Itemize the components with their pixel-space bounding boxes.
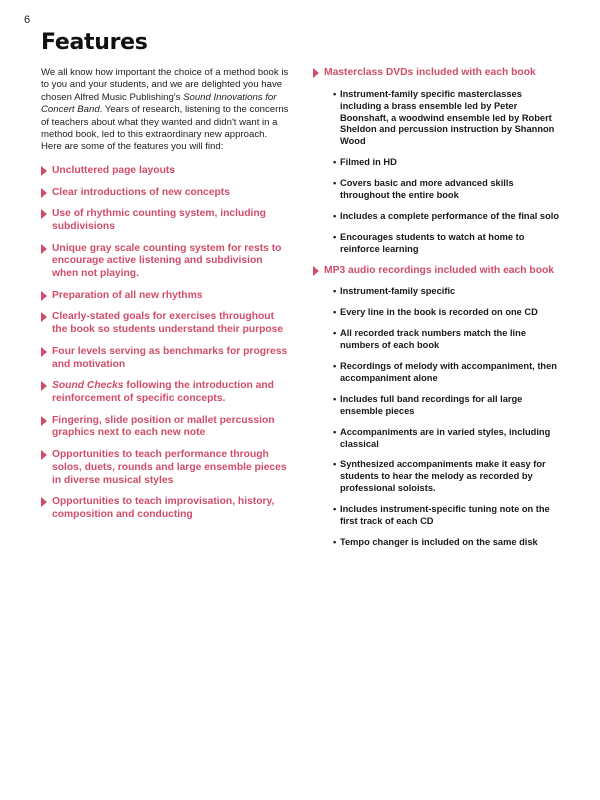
mp3-bullet-item [333,459,563,495]
triangle-bullet-icon [41,497,47,507]
triangle-bullet-icon [41,450,47,460]
feature-item [41,187,289,200]
feature-text: Opportunities to teach performance through solos, duets, rounds and large ensemble pieces in diverse musical styles [52,449,287,486]
bullet-dot-icon: • [333,231,337,242]
feature-text: Clear introductions of new concepts [52,186,230,198]
feature-item [41,346,289,371]
page-title: Features [41,30,148,55]
triangle-bullet-icon [41,381,47,391]
feature-text: Use of rhythmic counting system, including subdivisions [52,208,266,232]
mp3-bullet-item [333,427,563,451]
mp3-bullet-item [333,307,563,319]
feature-item [41,311,289,336]
triangle-bullet-icon [41,416,47,426]
feature-text: Clearly-stated goals for exercises throughout the book so students understand their purpose [52,311,284,336]
triangle-bullet-icon [41,188,47,198]
feature-item [41,415,289,440]
bullet-dot-icon: • [333,393,337,404]
triangle-bullet-icon [41,244,47,254]
mp3-bullet-item [333,394,563,418]
mp3-section [313,265,563,549]
triangle-bullet-icon [41,166,47,176]
intro-text-start: We all know how important the choice of a method book is to you and your students, and we are delighted you have chosen Alfred Music Publishing's [41,67,289,103]
bullet-dot-icon: • [333,328,337,339]
bullet-text: Instrument-family specific [340,286,456,297]
bullet-text: Includes a complete performance of the final solo [340,210,560,221]
bullet-dot-icon: • [333,504,337,515]
feature-text: Unique gray scale counting system for rests to encourage active listening and subdivision when not playing. [52,242,282,280]
dvd-section [313,67,563,256]
feature-text: Preparation of all new rhythms [52,289,203,301]
feature-item [41,165,289,178]
feature-text: Fingering, slide position or mallet percussion graphics next to each new note [52,414,275,439]
bullet-dot-icon: • [333,88,337,99]
bullet-dot-icon: • [333,361,337,371]
right-column [313,67,563,558]
bullet-text: Synthesized accompaniments make it easy for students to hear the melody as recorded by professional soloists. [340,459,546,494]
bullet-dot-icon: • [333,536,337,547]
dvd-bullet-list [313,89,563,256]
page-number: 6 [24,14,31,26]
intro-text-end: . Years of research, listening to the concerns of teachers about what they wanted and didn't want in a method book, led to this extraordinary new approach. Here are some of the features you will find: [41,104,289,153]
dvd-bullet-item [333,211,563,223]
dvd-bullet-item [333,157,563,169]
feature-text: Opportunities to teach improvisation, history, composition and conducting [52,496,275,520]
mp3-bullet-item [333,361,563,385]
dvd-bullet-item [333,232,563,256]
bullet-text: Accompaniments are in varied styles, including classical [340,426,551,449]
triangle-bullet-icon [41,209,47,219]
bullet-dot-icon: • [333,286,337,297]
bullet-text: Encourages students to watch at home to reinforce learning [340,231,525,254]
feature-item [41,290,289,303]
mp3-bullet-item [333,328,563,352]
mp3-bullet-list [313,286,563,549]
feature-text: following the introduction and reinforcement of specific concepts. [52,380,274,404]
bullet-text: Every line in the book is recorded on one CD [340,307,538,318]
dvd-bullet-item [333,89,563,149]
triangle-bullet-icon [313,266,319,276]
bullet-text: Filmed in HD [340,157,397,168]
feature-item [41,208,289,233]
bullet-dot-icon: • [333,157,337,168]
bullet-dot-icon: • [333,459,337,470]
feature-item [41,380,289,405]
bullet-text: Instrument-family specific masterclasses including a brass ensemble led by Peter Boonshaft, a woodwind ensemble led by Robert Sheldon and percussion instruction by Shannon Wood [340,88,555,147]
mp3-heading-text: MP3 audio recordings included with each book [324,264,554,276]
bullet-dot-icon: • [333,307,337,318]
bullet-text: Includes instrument-specific tuning note on the first track of each CD [340,504,550,527]
triangle-bullet-icon [41,291,47,301]
book-title-emphasis: Sound Innovations for Concert Band [41,91,277,116]
triangle-bullet-icon [313,68,319,78]
mp3-bullet-item [333,504,563,528]
feature-text: Four levels serving as benchmarks for progress and motivation [52,345,288,370]
dvd-heading-text: Masterclass DVDs included with each book [324,67,536,78]
sound-checks-emphasis: Sound Checks [52,380,124,392]
bullet-dot-icon: • [333,426,337,437]
dvd-section-heading [313,67,563,80]
bullet-text: Covers basic and more advanced skills throughout the entire book [340,178,514,201]
mp3-bullet-item [333,537,563,549]
feature-text: Uncluttered page layouts [52,164,176,176]
triangle-bullet-icon [41,347,47,357]
bullet-text: Tempo changer is included on the same disk [340,536,538,547]
bullet-text: Includes full band recordings for all large ensemble pieces [340,393,523,416]
feature-item [41,496,289,521]
feature-item [41,243,289,281]
mp3-section-heading [313,265,563,278]
intro-paragraph [41,67,289,154]
triangle-bullet-icon [41,312,47,322]
bullet-dot-icon: • [333,178,337,189]
bullet-text: Recordings of melody with accompaniment, then accompaniment alone [340,361,557,383]
bullet-dot-icon: • [333,210,337,221]
left-column [41,67,289,531]
mp3-bullet-item [333,286,563,298]
features-list [41,165,289,522]
feature-item [41,449,289,487]
dvd-bullet-item [333,178,563,202]
bullet-text: All recorded track numbers match the line numbers of each book [340,328,526,351]
